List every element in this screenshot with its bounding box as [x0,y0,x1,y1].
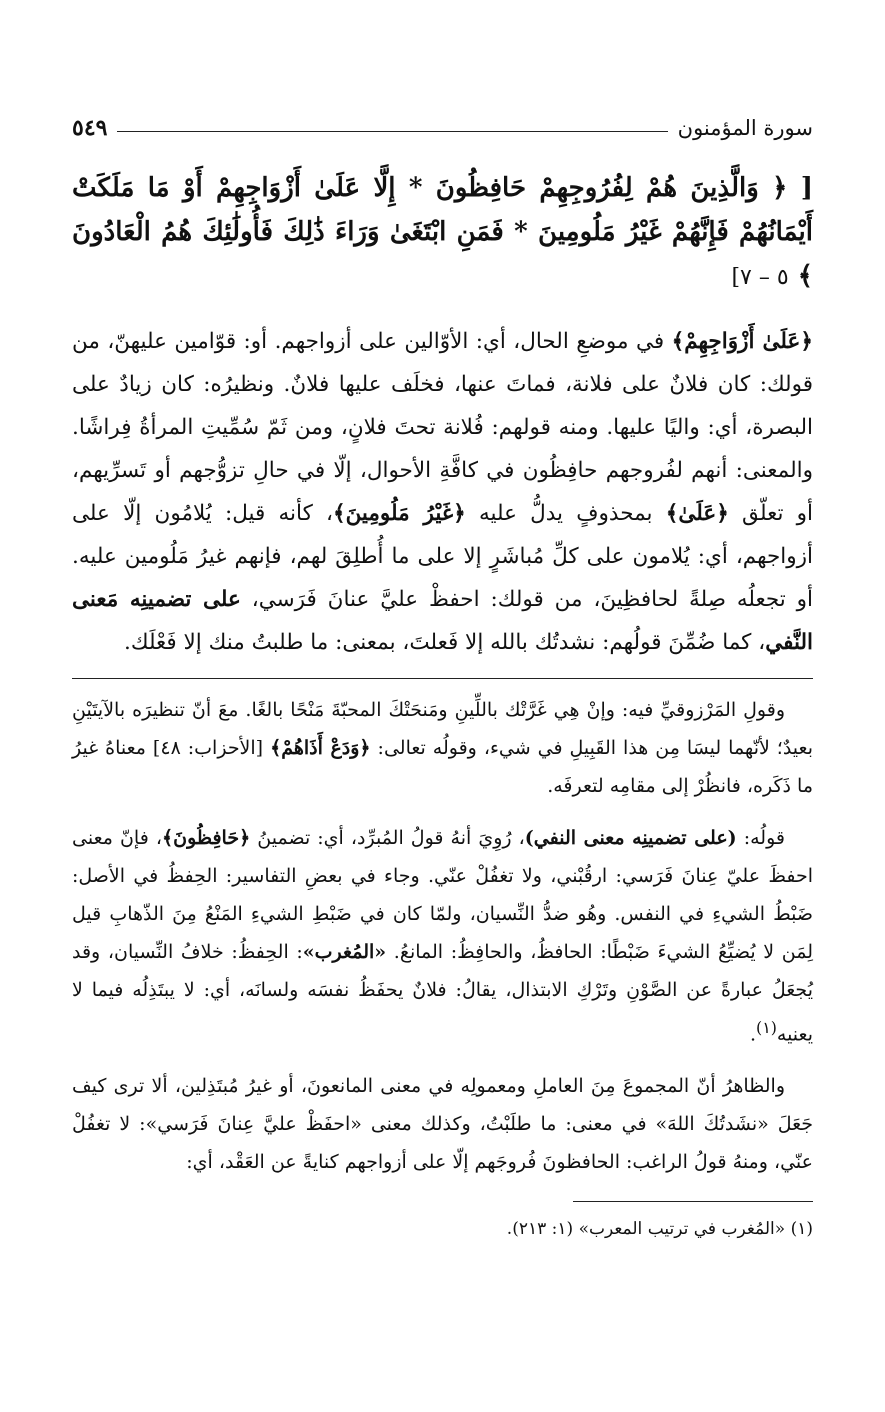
quran-quote: ﴿غَيْرُ مَلُومِينَ﴾ [332,501,466,526]
quran-quote: ﴿وَدَعْ أَذَاهُمْ﴾ [270,737,371,759]
main-text-segment: ، كأنه قيل: يُلامُون إلّا على أزواجهم، أي: يُلامون على كلِّ مُباشَرٍ إلا على ما أُطلِقَ لهم، فإنهم غيرُ مَلُومين عليه. أو تجعلُه صِلةً لحافظِينَ، من قولك: احفظْ عليَّ عنانَ فَرَسي، [72,501,813,612]
commentary-text: والظاهرُ أنّ المجموعَ مِنَ العاملِ ومعمولِه في معنى المانعونَ، أو غيرُ مُبتَذِلين، ألا ترى كيف جَعَلَ «نشَدتُكَ اللهَ» في معنى: ما طلَبْتُ، وكذلك معنى «احفَظْ عليَّ عِنانَ فَرَسي»: لا تغفُلْ عنّي، ومنهُ قولُ الراغب: الحافظونَ فُروجَهم إلّا على أزواجهم كنايةً عن العَقْد، أي: [72,1075,813,1174]
main-text-segment: ، كما ضُمِّنَ قولُهم: نشدتُك بالله إلا فَعلتَ، بمعنى: ما طلبتُ منك إلا فَعْلَك. [123,630,766,655]
main-text-segment: في موضعِ الحال، أي: الأوّالين على أزواجهم. أو: قوّامين عليهنّ، من قولك: كان فلانٌ على فلانة، فماتَ عنها، فخلَف عليها فلانٌ. ونظيرُه: كان زيادٌ على البصرة، أي: واليًا عليها. ومنه قولهم: فُلانة تحتَ فلانٍ، ومن ثَمّ سُمِّيتِ المرأةُ فِراشًا. والمعنى: أنهم لفُروجهم حافِظُون في كافَّةِ الأحوال، إلّا في حالِ تزوُّجهم أو تَسرِّيهم، أو تعلّق [72,329,813,526]
emphasized-phrase: (على تضمينِه معنى النفي) [524,827,737,849]
footnote: (١) «المُغرب في ترتيب المعرب» (١: ٢١٣). [506,1219,813,1240]
source-title: «المُغرب» [302,941,387,963]
verse-open-bracket: [ [800,173,813,203]
commentary-text: وقولِ المَرْزوقيِّ فيه: وإنْ هِي غَرَّتْك باللِّينِ ومَنحَتْكَ المحبّةَ مَنْحًا بالغًا. معَ أنّ تنظيرَه بالآيتَيْنِ بعيدٌ؛ لأنّهما ليسَا مِن هذا القَبِيلِ في شيء، وقولُه تعالى: [72,699,813,759]
footnote-ref: (١) [756,1018,777,1037]
footnote-rule [573,1201,813,1202]
commentary-text: ، رُوِيَ أنهُ قولُ المُبرِّد، أي: تضمينُ [250,827,525,849]
main-tafsir-paragraph [72,320,813,664]
commentary-text: ، فإنّ معنى احفظَ عليّ عِنانَ فَرَسي: ارقُبْني، ولا تغفُلْ عنّي. وجاء في بعضِ التفاسير: الحِفظُ في الأصل: ضَبْطُ الشيءِ في النفس. وهُو ضدُّ النِّسيان، ولمّا كان في ضَبْطِ الشيءِ المَنْعُ مِنَ الذّهابِ قيل لِمَن لا يُضيِّعُ الشيءَ ضَبْطًا: الحافظُ، والحافِظُ: المانعُ. [72,827,813,963]
commentary-paragraph-1 [72,691,813,805]
surah-name: سورة المؤمنون [677,116,813,140]
quran-verse-block [72,166,813,300]
emphasized-phrase: على تضمينِه مَعنى النَّفي [72,587,813,655]
commentary-paragraph-2 [72,819,813,1053]
document-page [72,108,813,1412]
commentary-text: [الأحزاب: ٤٨] معناهُ غيرُ ما ذَكَره، فانظُرْ إلى مقامِه لتعرفَه. [72,737,813,797]
quran-quote: ﴿عَلَىٰ أَزْوَاجِهِمْ﴾ [671,329,813,354]
verse-text: ﴿ وَالَّذِينَ هُمْ لِفُرُوجِهِمْ حَافِظُونَ * إِلَّا عَلَىٰ أَزْوَاجِهِمْ أَوْ مَا مَلَكَتْ أَيْمَانُهُمْ فَإِنَّهُمْ غَيْرُ مَلُومِينَ * فَمَنِ ابْتَغَىٰ وَرَاءَ ذَٰلِكَ فَأُولَٰئِكَ هُمُ الْعَادُونَ ﴾ [72,173,813,291]
commentary-paragraph-3 [72,1067,813,1181]
section-divider [72,678,813,679]
main-text-segment: بمحذوفٍ يدلُّ عليه [465,501,666,526]
commentary-text: : الحِفظُ: خلافُ النِّسيان، وقد يُجعَلُ عبارةً عن الصَّوْنِ وتَرْكِ الابتذال، يقالُ: فلانٌ يحفَظُ نفسَه ولسانَه، أي: لا يبتَذِلُه فيما لا يعنيه [72,941,813,1046]
verse-reference: ٥ – ٧] [731,265,789,290]
header-rule [117,131,667,132]
commentary-text: قولُه: [736,827,785,849]
quran-quote: ﴿عَلَىٰ﴾ [665,501,729,526]
commentary-text: . [749,1023,756,1046]
running-header [72,108,813,148]
page-number: ٥٤٩ [72,115,108,141]
quran-quote: ﴿حَافِظُونَ﴾ [161,827,251,849]
